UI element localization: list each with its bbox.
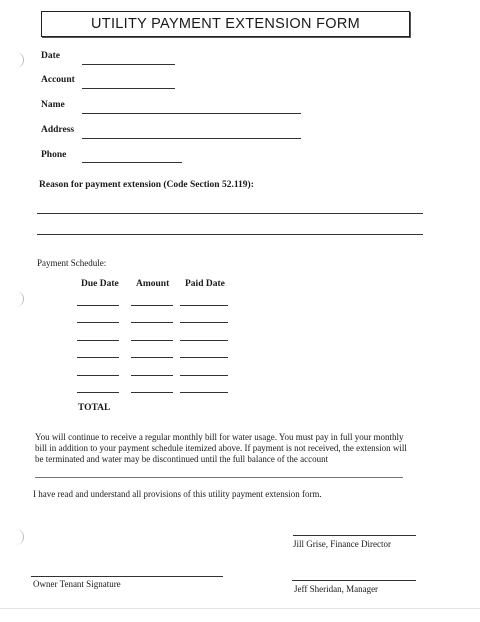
date-label: Date <box>41 51 60 61</box>
manager-label: Jeff Sheridan, Manager <box>294 584 379 594</box>
amount-cell[interactable] <box>131 340 173 341</box>
amount-cell[interactable] <box>131 322 173 323</box>
form-title: UTILITY PAYMENT EXTENSION FORM <box>41 11 410 37</box>
due-date-cell[interactable] <box>77 305 119 306</box>
paid-date-cell[interactable] <box>180 375 228 376</box>
due-date-cell[interactable] <box>77 392 119 393</box>
phone-label: Phone <box>41 150 67 160</box>
amount-cell[interactable] <box>131 392 173 393</box>
binder-hole-mark <box>13 291 24 307</box>
name-label: Name <box>41 100 65 110</box>
phone-field-line[interactable] <box>82 162 182 163</box>
finance-director-label: Jill Grise, Finance Director <box>293 539 391 549</box>
due-date-cell[interactable] <box>77 375 119 376</box>
paid-date-cell[interactable] <box>180 322 228 323</box>
address-field-line[interactable] <box>82 138 301 139</box>
binder-hole-mark <box>13 52 24 68</box>
paid-date-cell[interactable] <box>180 340 228 341</box>
account-field-line[interactable] <box>82 88 175 89</box>
total-label: TOTAL <box>78 403 111 413</box>
due-date-cell[interactable] <box>77 357 119 358</box>
reason-line-1[interactable] <box>37 213 423 214</box>
amount-cell[interactable] <box>131 357 173 358</box>
acknowledgement-text: I have read and understand all provisions of this utility payment extension form. <box>33 489 322 499</box>
account-label: Account <box>41 75 75 85</box>
owner-tenant-signature-line[interactable] <box>31 576 223 577</box>
reason-label: Reason for payment extension (Code Section 52.119): <box>39 180 254 190</box>
paid-date-header: Paid Date <box>185 279 225 289</box>
page-bottom-edge <box>0 608 480 609</box>
reason-line-2[interactable] <box>37 234 423 235</box>
notice-underline <box>35 477 403 478</box>
paid-date-cell[interactable] <box>180 357 228 358</box>
paid-date-cell[interactable] <box>180 392 228 393</box>
notice-paragraph: You will continue to receive a regular monthly bill for water usage. You must pay in full your monthly bill in addition to your payment schedule itemized above. If payment is not received, the extension will be terminated and water may be discontinued until the full balance of the account <box>35 432 407 464</box>
due-date-header: Due Date <box>81 279 119 289</box>
manager-signature-line[interactable] <box>292 580 416 581</box>
finance-director-signature-line[interactable] <box>293 535 416 536</box>
payment-schedule-label: Payment Schedule: <box>37 258 107 268</box>
date-field-line[interactable] <box>82 64 175 65</box>
amount-cell[interactable] <box>131 305 173 306</box>
owner-tenant-signature-label: Owner Tenant Signature <box>33 579 121 589</box>
paid-date-cell[interactable] <box>180 305 228 306</box>
amount-header: Amount <box>136 279 170 289</box>
name-field-line[interactable] <box>82 113 301 114</box>
address-label: Address <box>41 125 75 135</box>
amount-cell[interactable] <box>131 375 173 376</box>
binder-hole-mark <box>13 529 24 545</box>
due-date-cell[interactable] <box>77 322 119 323</box>
due-date-cell[interactable] <box>77 340 119 341</box>
